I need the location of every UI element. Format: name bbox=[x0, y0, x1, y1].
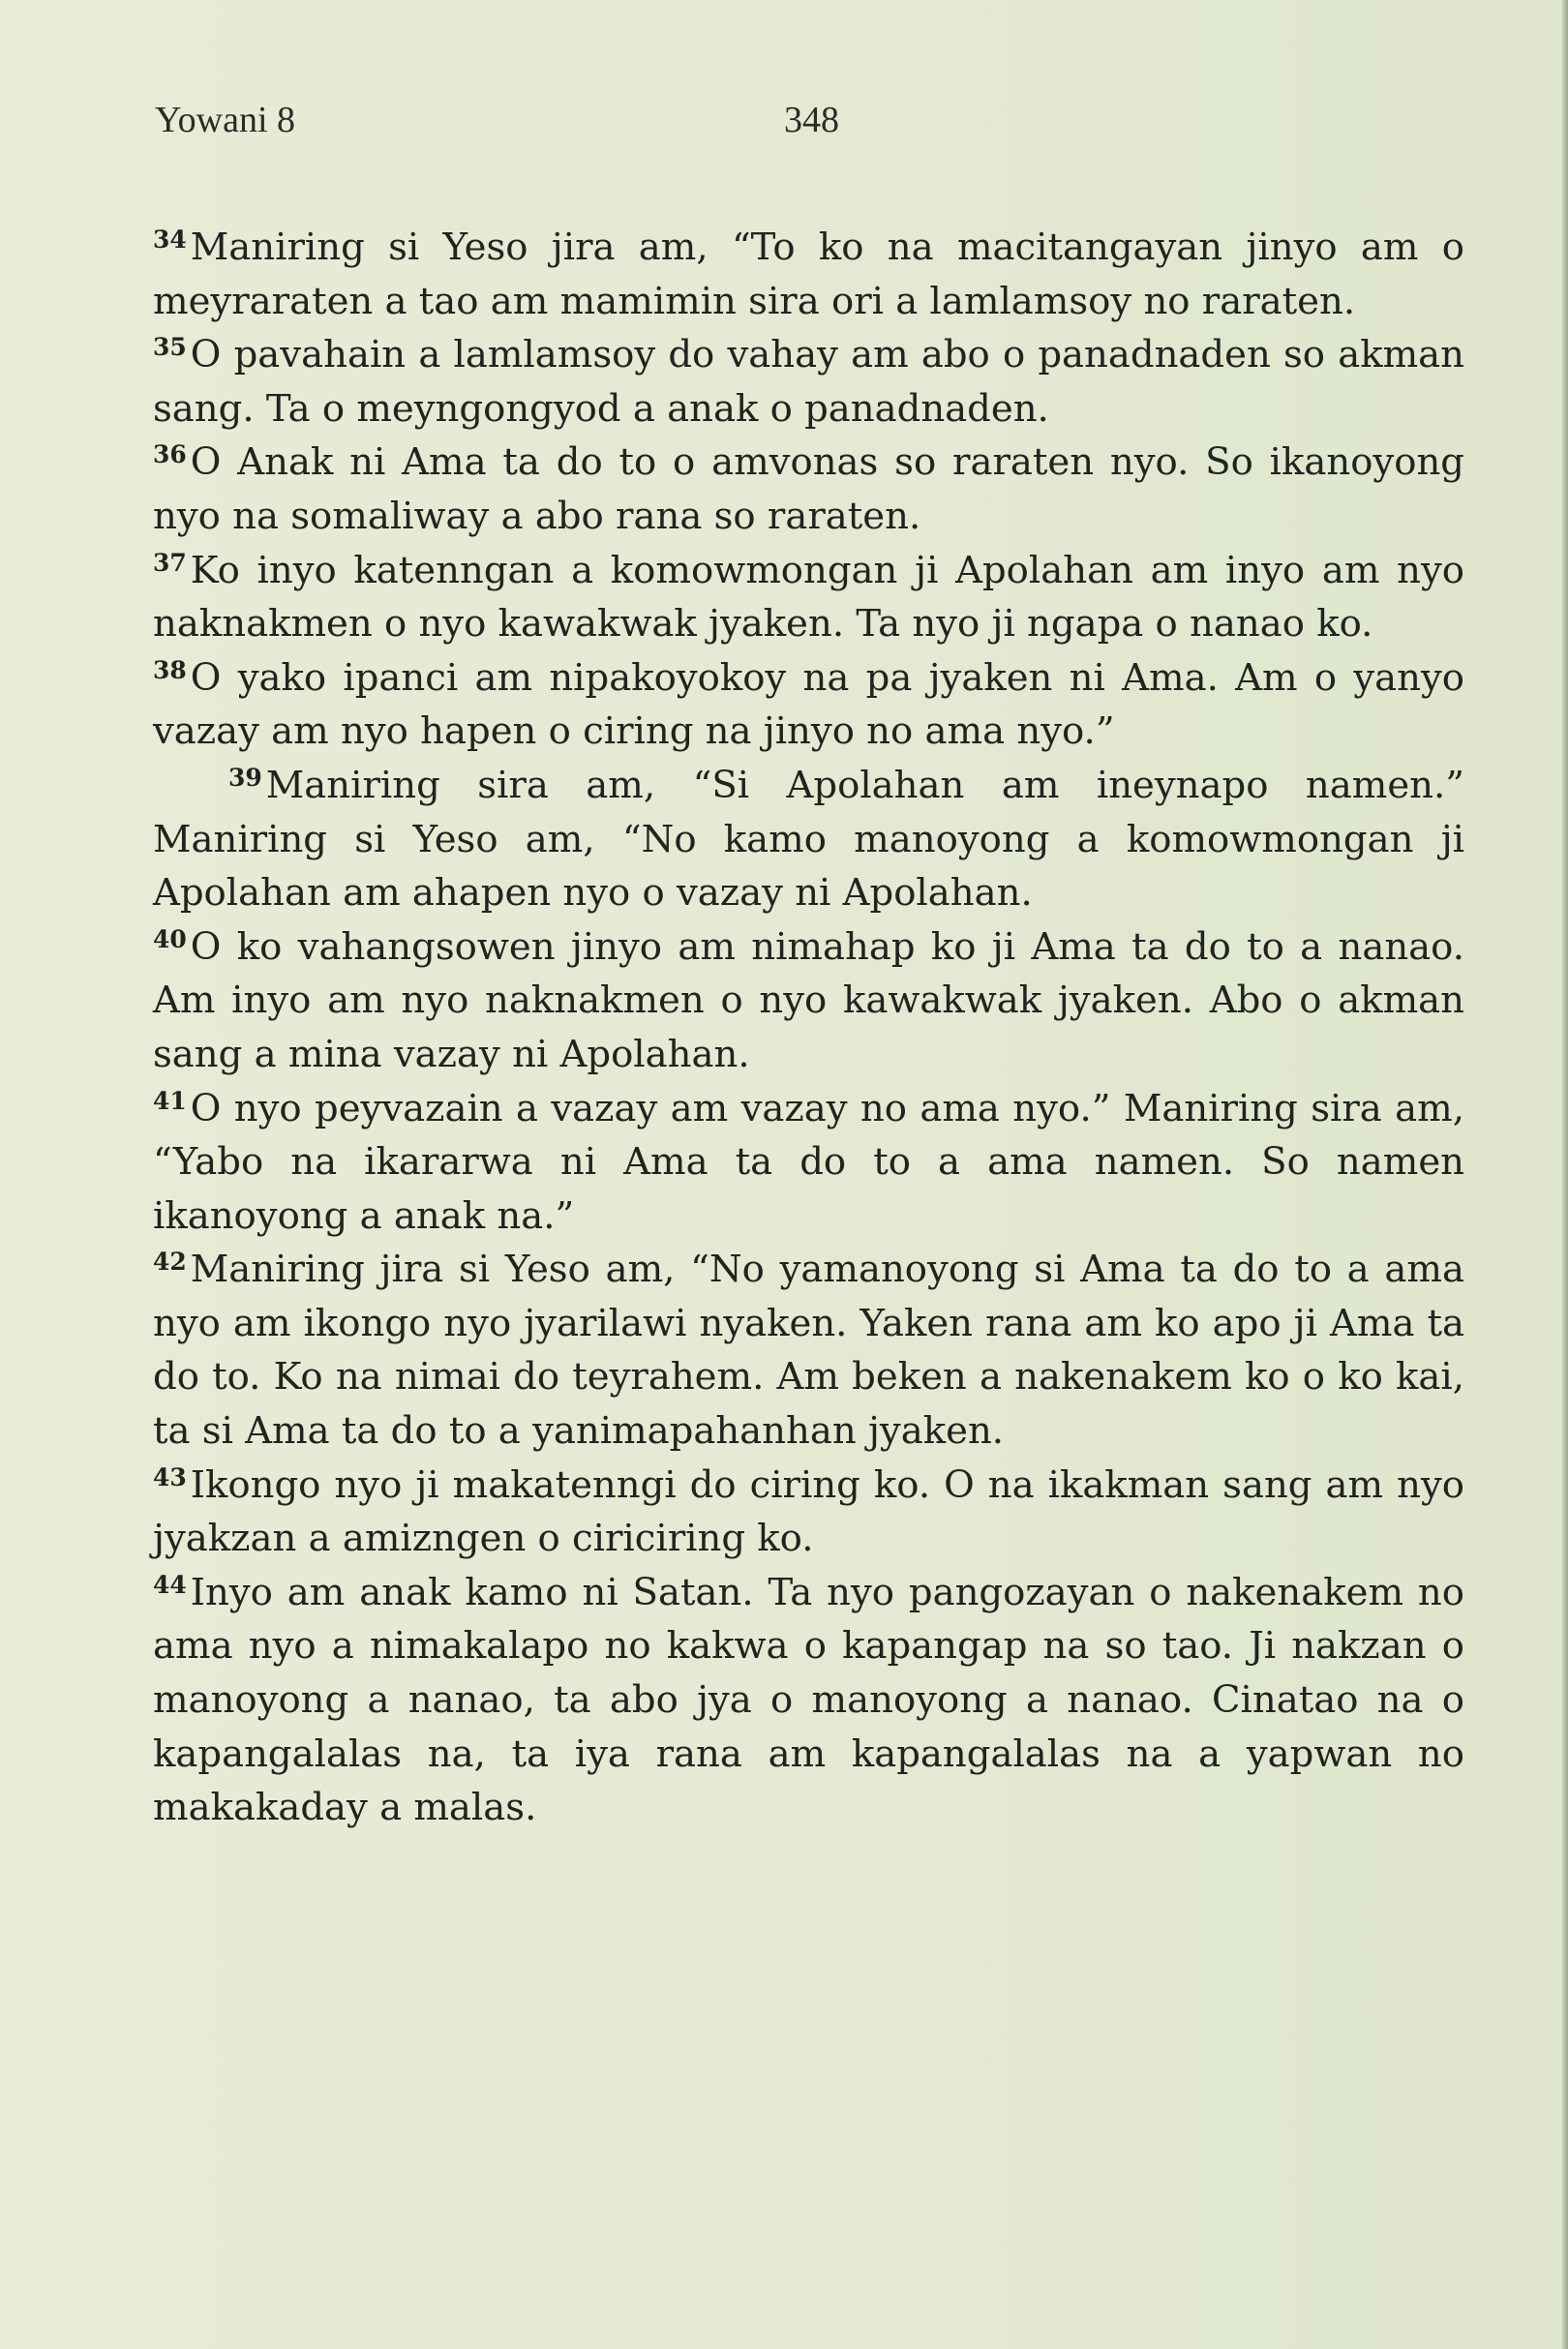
verse-41 bbox=[153, 1082, 1464, 1244]
verse-text: Maniring si Yeso jira am, “To ko na macitangayan jinyo am o meyraraten a tao am mamimin sira ori a lamlamsoy no raraten. bbox=[153, 226, 1464, 323]
verse-number: 44 bbox=[153, 1570, 187, 1599]
verse-37 bbox=[153, 544, 1464, 651]
page-number: 348 bbox=[784, 100, 839, 140]
verse-text: Ko inyo katenngan a komowmongan ji Apolahan am inyo am nyo naknakmen o nyo kawakwak jyaken. Ta nyo ji ngapa o nanao ko. bbox=[153, 548, 1464, 647]
verse-number: 37 bbox=[153, 548, 187, 577]
verse-number: 34 bbox=[153, 226, 187, 254]
verse-number: 40 bbox=[153, 924, 187, 953]
verse-number: 41 bbox=[153, 1086, 187, 1115]
page-header bbox=[155, 99, 1462, 157]
verse-number: 39 bbox=[228, 763, 262, 792]
verse-number: 38 bbox=[153, 655, 187, 684]
running-head-chapter: Yowani 8 bbox=[155, 100, 296, 140]
verse-36 bbox=[153, 436, 1464, 543]
verse-34 bbox=[153, 221, 1464, 328]
verse-40 bbox=[153, 920, 1464, 1082]
verse-38 bbox=[153, 651, 1464, 759]
verse-35 bbox=[153, 328, 1464, 436]
verse-text: O Anak ni Ama ta do to o amvonas so raraten nyo. So ikanoyong nyo na somaliway a abo rana so raraten. bbox=[153, 440, 1464, 538]
verse-number: 43 bbox=[153, 1462, 187, 1491]
verse-43 bbox=[153, 1459, 1464, 1566]
verse-44 bbox=[153, 1566, 1464, 1835]
verse-text: Ikongo nyo ji makatenngi do ciring ko. O na ikakman sang am nyo jyakzan a amizngen o ciriciring ko. bbox=[153, 1462, 1464, 1561]
verse-number: 36 bbox=[153, 440, 187, 469]
verse-text: O pavahain a lamlamsoy do vahay am abo o panadnaden so akman sang. Ta o meyngongyod a anak o panadnaden. bbox=[153, 333, 1464, 431]
verse-text: Inyo am anak kamo ni Satan. Ta nyo pangozayan o nakenakem no ama nyo a nimakalapo no kakwa o kapangap na so tao. Ji nakzan o manoyong a nanao, ta abo jya o manoyong a nanao. Cinatao na o kapangalalas na, ta iya rana am kapangalalas na a yapwan no makakaday a malas. bbox=[153, 1570, 1464, 1830]
verse-text: O yako ipanci am nipakoyokoy na pa jyaken ni Ama. Am o yanyo vazay am nyo hapen o ciring na jinyo no ama nyo.” bbox=[153, 655, 1464, 754]
verse-text: Maniring sira am, “Si Apolahan am ineynapo namen.” Maniring si Yeso am, “No kamo manoyong a komowmongan ji Apolahan am ahapen nyo o vazay ni Apolahan. bbox=[153, 763, 1464, 916]
verse-number: 35 bbox=[153, 333, 187, 362]
verse-number: 42 bbox=[153, 1248, 187, 1277]
verse-42 bbox=[153, 1243, 1464, 1458]
verse-text: O ko vahangsowen jinyo am nimahap ko ji Ama ta do to a nanao. Am inyo am nyo naknakmen o nyo kawakwak jyaken. Abo o akman sang a mina vazay ni Apolahan. bbox=[153, 924, 1464, 1076]
page-edge bbox=[1562, 0, 1568, 2349]
verse-text: O nyo peyvazain a vazay am vazay no ama nyo.” Maniring sira am, “Yabo na ikararwa ni Ama ta do to a ama namen. So namen ikanoyong a anak na.” bbox=[153, 1086, 1464, 1238]
verse-text: Maniring jira si Yeso am, “No yamanoyong si Ama ta do to a ama nyo am ikongo nyo jyarilawi nyaken. Yaken rana am ko apo ji Ama ta do to. Ko na nimai do teyrahem. Am beken a nakenakem ko o ko kai, ta si Ama ta do to a yanimapahanhan jyaken. bbox=[153, 1248, 1464, 1454]
scripture-text bbox=[153, 221, 1464, 1835]
verse-39 bbox=[153, 759, 1464, 920]
